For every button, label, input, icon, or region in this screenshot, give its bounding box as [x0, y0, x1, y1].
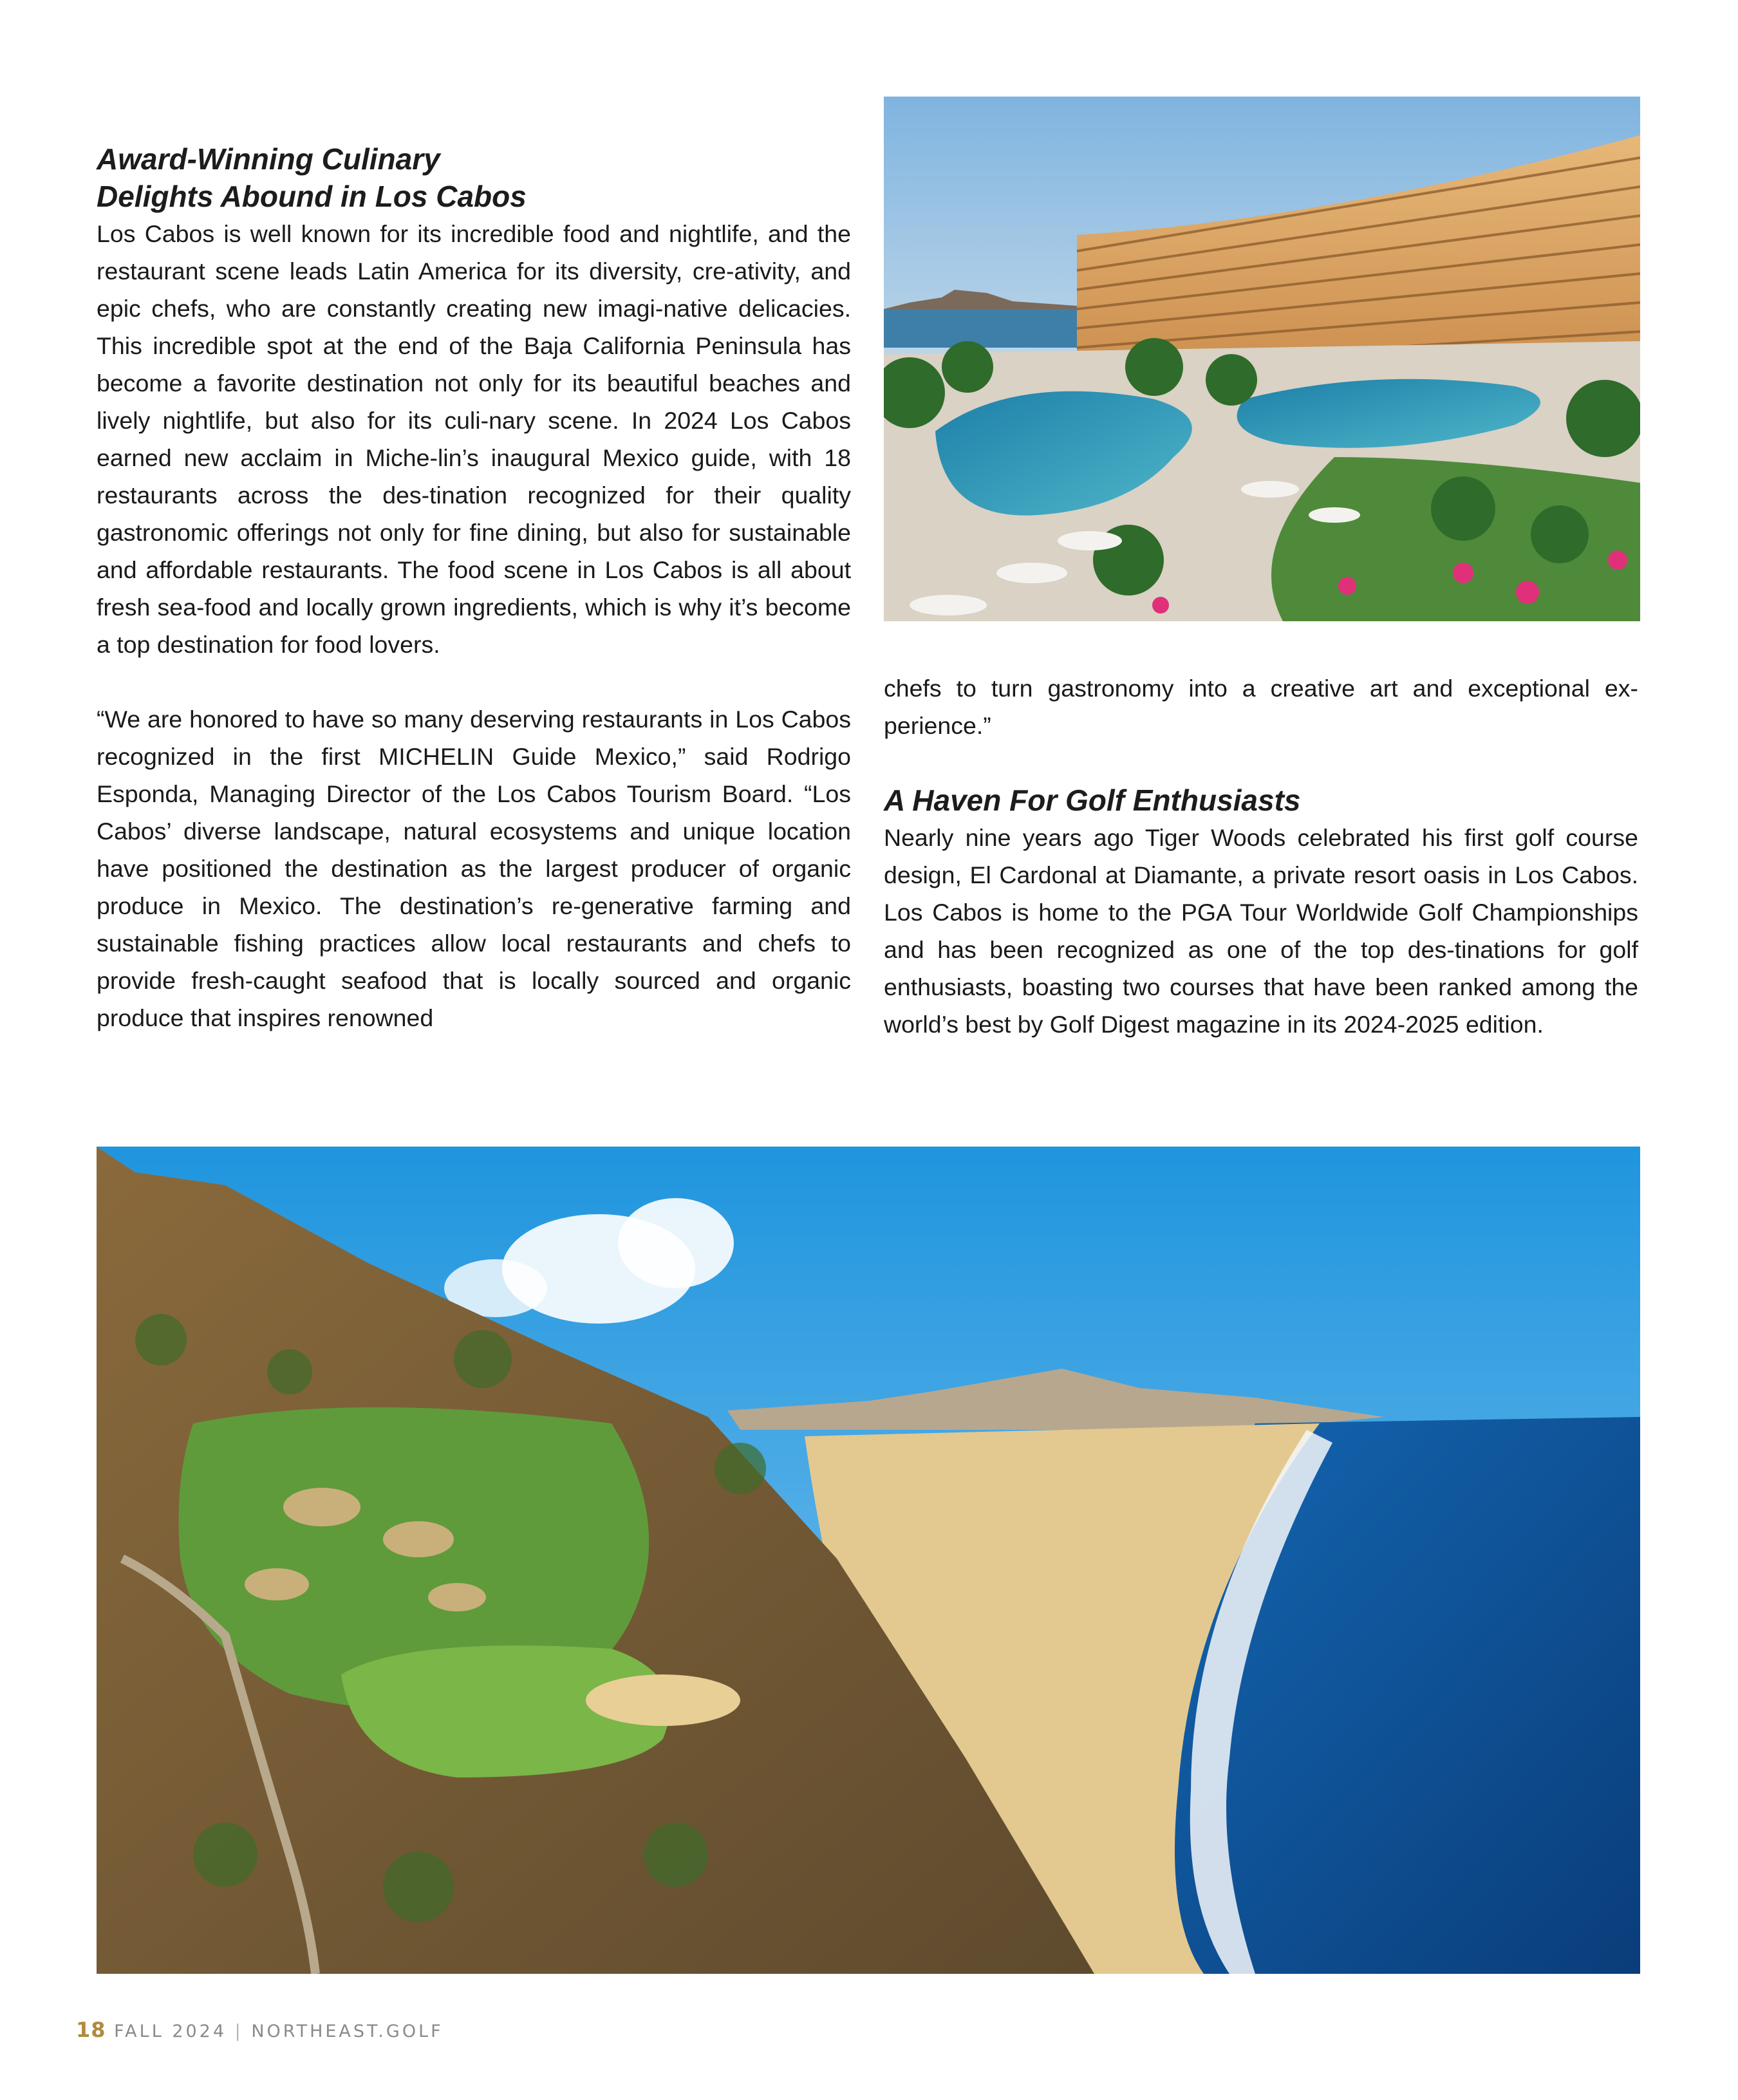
page-footer: [76, 2018, 444, 2042]
site-label: NORTHEAST.GOLF: [251, 2021, 444, 2041]
culinary-heading-line1: Award-Winning Culinary: [97, 142, 440, 176]
esponda-quote-continued: chefs to turn gastronomy into a creative art and exceptional ex-perience.”: [884, 675, 1638, 739]
esponda-quote-paragraph: “We are honored to have so many deserving restaurants in Los Cabos recognized in the first MICHELIN Guide Mexico,” said Rodrigo Esponda, Managing Director of the Los Cabos Tourism Board. “Los Cabos’ diverse landscape, natural ecosystems and unique location have positioned the destination as the largest producer of organic produce in Mexico. The destination’s re-generative farming and sustainable fishing practices allow local restaurants and chefs to provide fresh-caught seafood that is locally sourced and organic produce that inspires renowned: [97, 706, 851, 1031]
paragraph-gap: [97, 663, 851, 700]
culinary-paragraph: Los Cabos is well known for its incredible food and nightlife, and the restaurant scene leads Latin America for its diversity, cre-ativity, and epic chefs, who are constantly creating new imagi-native delicacies. This incredible spot at the end of the Baja California Peninsula has become a favorite destination not only for its beautiful beaches and lively nightlife, but also for its culi-nary scene. In 2024 Los Cabos earned new acclaim in Miche-lin’s inaugural Mexico guide, with 18 restaurants across the des-tination recognized for their quality gastronomic offerings not only for fine dining, but also for sustainable and affordable restaurants. The food scene in Los Cabos is all about fresh sea-food and locally grown ingredients, which is why it’s become a top destination for food lovers.: [97, 220, 851, 658]
golf-heading: A Haven For Golf Enthusiasts: [884, 783, 1301, 817]
culinary-heading-line2: Delights Abound in Los Cabos: [97, 180, 527, 213]
resort-pool-illustration: [884, 97, 1640, 621]
page-number: 18: [76, 2018, 106, 2042]
issue-label: FALL 2024: [114, 2021, 227, 2041]
right-column: [884, 670, 1638, 1043]
golf-course-coast-photo: [97, 1147, 1640, 1974]
footer-separator: |: [234, 2021, 243, 2041]
paragraph-gap: [884, 744, 1638, 782]
golf-paragraph: Nearly nine years ago Tiger Woods celebrated his first golf course design, El Cardonal at Diamante, a private resort oasis in Los Cabos. Los Cabos is home to the PGA Tour Worldwide Golf Championships and has been recognized as one of the top des-tinations for golf enthusiasts, boasting two courses that have been ranked among the world’s best by Golf Digest magazine in its 2024-2025 edition.: [884, 824, 1638, 1038]
resort-pool-photo: [884, 97, 1640, 621]
left-column: [97, 140, 851, 1036]
culinary-heading: [97, 140, 851, 215]
golf-course-coast-illustration: [97, 1147, 1640, 1974]
